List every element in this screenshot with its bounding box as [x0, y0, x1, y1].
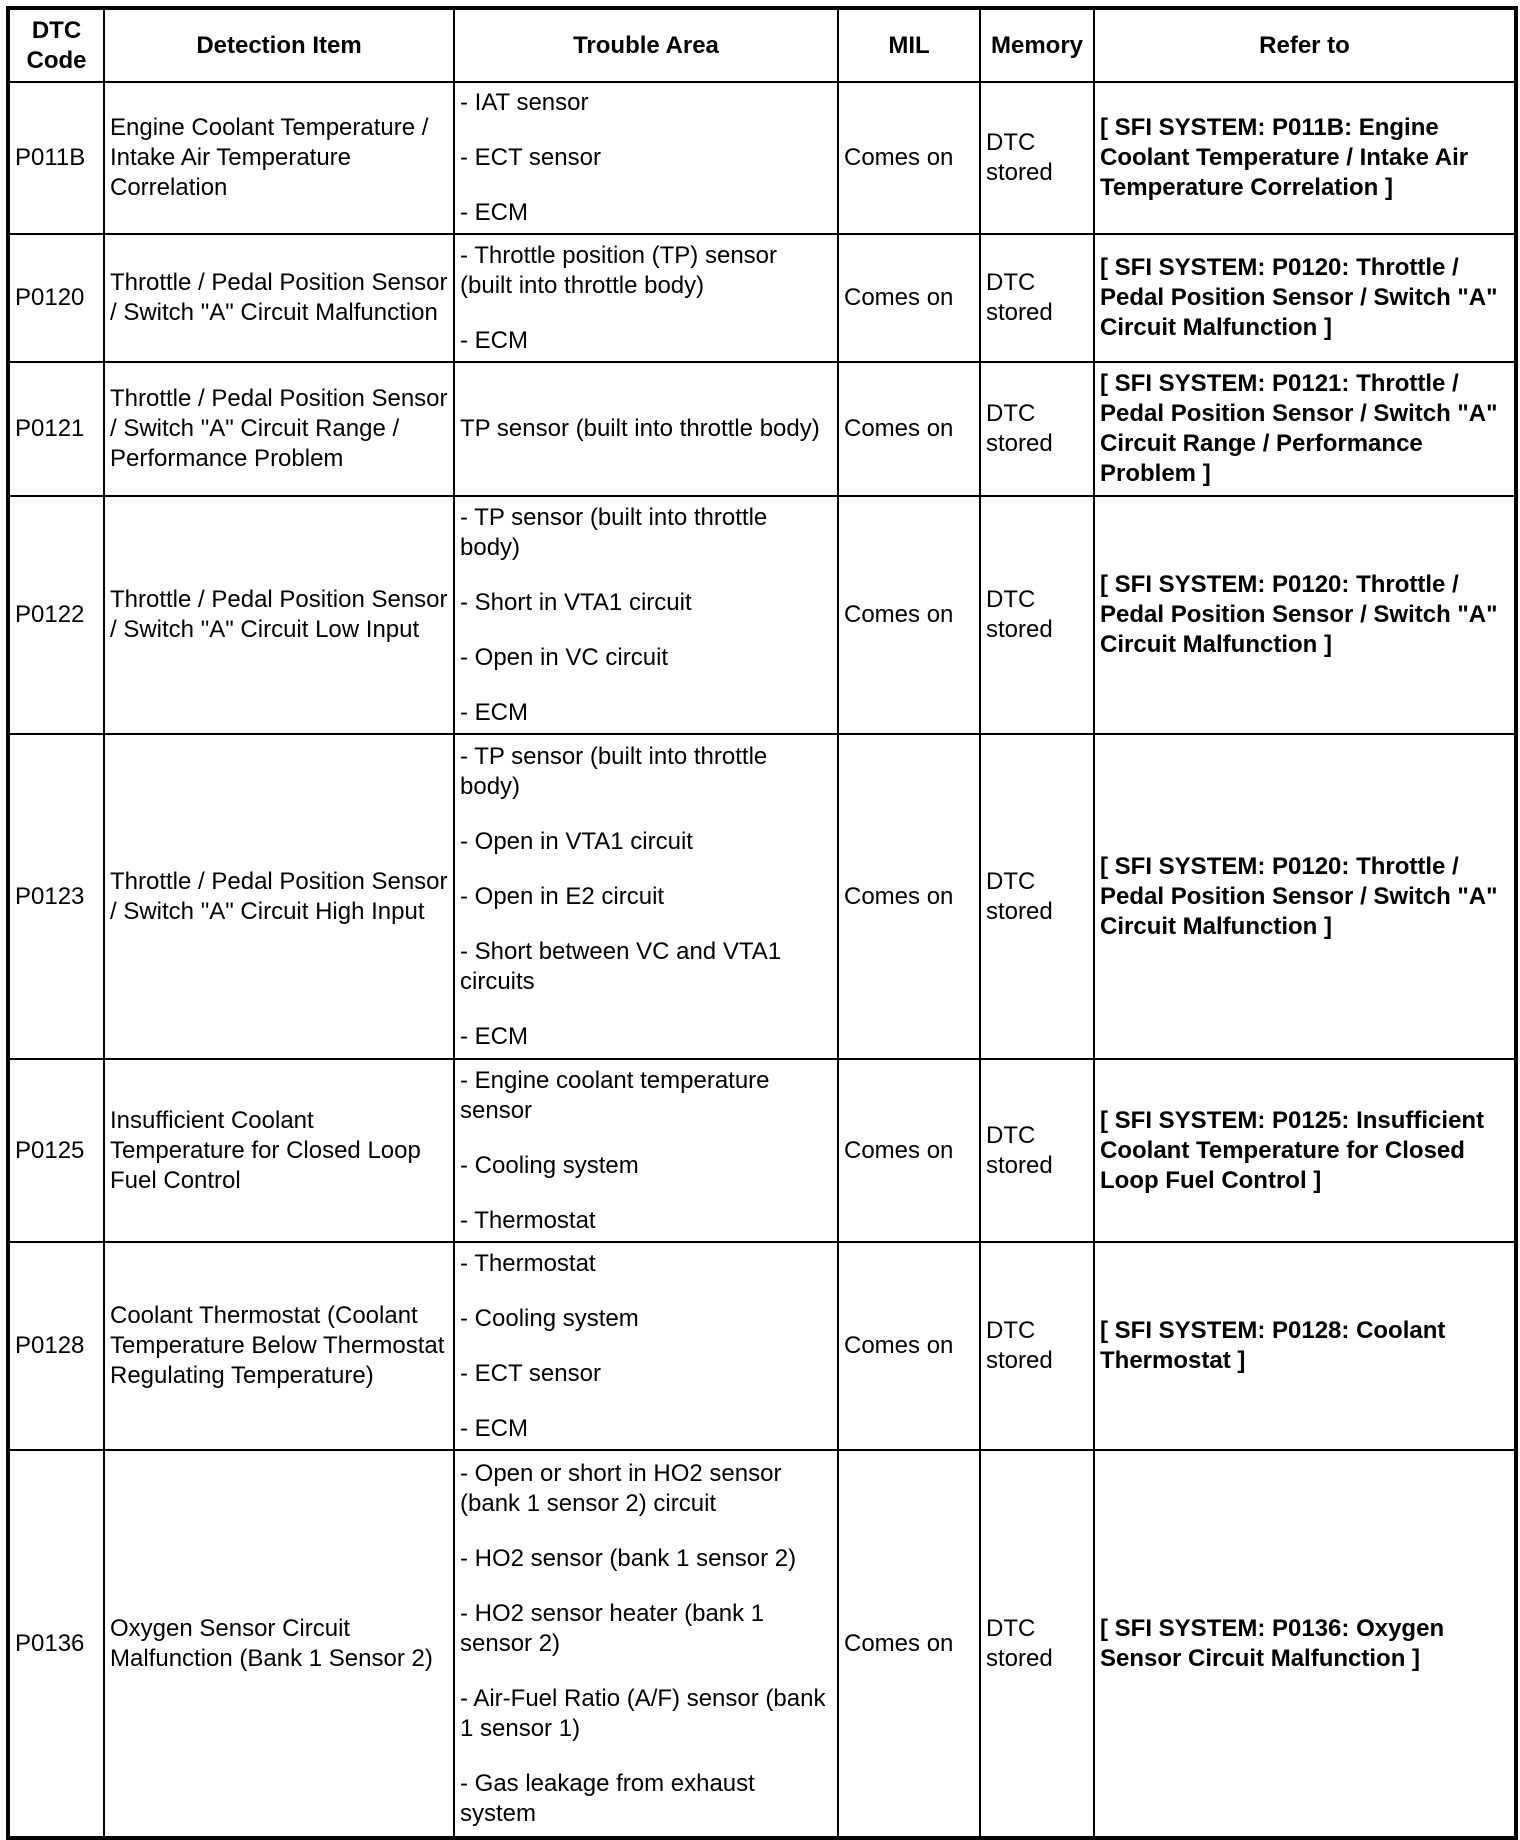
mil-cell: Comes on [838, 1242, 980, 1450]
header-mil: MIL [838, 8, 980, 82]
table-row [8, 1059, 1516, 1242]
detection-item-cell: Coolant Thermostat (Coolant Temperature Below Thermostat Regulating Temperature) [104, 1242, 454, 1450]
mil-cell: Comes on [838, 362, 980, 496]
memory-cell: DTC stored [980, 734, 1094, 1059]
refer-to-cell: [ SFI SYSTEM: P0136: Oxygen Sensor Circuit Malfunction ] [1094, 1450, 1516, 1838]
trouble-area-cell [454, 1242, 838, 1450]
trouble-area-item: - Thermostat [460, 1206, 596, 1234]
dtc-code-cell: P0120 [8, 234, 104, 362]
trouble-area-item: - Air-Fuel Ratio (A/F) sensor (bank 1 sensor 1) [460, 1684, 826, 1742]
trouble-area-item: - ECM [460, 1022, 528, 1050]
refer-to-cell: [ SFI SYSTEM: P0125: Insufficient Coolant Temperature for Closed Loop Fuel Control ] [1094, 1059, 1516, 1242]
memory-cell: DTC stored [980, 82, 1094, 234]
dtc-code-cell: P0121 [8, 362, 104, 496]
dtc-code-cell: P0125 [8, 1059, 104, 1242]
table-row [8, 1242, 1516, 1450]
header-detection-item: Detection Item [104, 8, 454, 82]
detection-item-cell: Throttle / Pedal Position Sensor / Switch "A" Circuit Range / Performance Problem [104, 362, 454, 496]
refer-to-cell: [ SFI SYSTEM: P0128: Coolant Thermostat ] [1094, 1242, 1516, 1450]
detection-item-cell: Throttle / Pedal Position Sensor / Switch "A" Circuit Malfunction [104, 234, 454, 362]
dtc-code-cell: P0128 [8, 1242, 104, 1450]
trouble-area-cell [454, 82, 838, 234]
table-body [8, 82, 1516, 1838]
trouble-area-item: - Open or short in HO2 sensor (bank 1 sensor 2) circuit [460, 1459, 782, 1517]
trouble-area-cell [454, 496, 838, 734]
trouble-area-item: - HO2 sensor heater (bank 1 sensor 2) [460, 1599, 765, 1657]
refer-to-cell: [ SFI SYSTEM: P0121: Throttle / Pedal Position Sensor / Switch "A" Circuit Range / Performance Problem ] [1094, 362, 1516, 496]
trouble-area-item: - IAT sensor [460, 89, 589, 116]
memory-cell: DTC stored [980, 1242, 1094, 1450]
trouble-area-cell [454, 362, 838, 496]
trouble-area-item: - ECT sensor [460, 1359, 601, 1387]
trouble-area-item: - Cooling system [460, 1151, 639, 1179]
mil-cell: Comes on [838, 82, 980, 234]
trouble-area-item: - ECM [460, 199, 528, 226]
trouble-area-item: - TP sensor (built into throttle body) [460, 503, 768, 561]
trouble-area-item: - Short in VTA1 circuit [460, 588, 692, 616]
dtc-code-cell: P0122 [8, 496, 104, 734]
trouble-area-cell [454, 234, 838, 362]
table-row [8, 1450, 1516, 1838]
trouble-area-cell [454, 1450, 838, 1838]
memory-cell: DTC stored [980, 496, 1094, 734]
table-row [8, 496, 1516, 734]
memory-cell: DTC stored [980, 1450, 1094, 1838]
mil-cell: Comes on [838, 496, 980, 734]
trouble-area-item: - Open in VC circuit [460, 643, 669, 671]
trouble-area-item: - Open in E2 circuit [460, 882, 665, 910]
trouble-area-item: - TP sensor (built into throttle body) [460, 742, 768, 800]
trouble-area-item: - Throttle position (TP) sensor (built into throttle body) [460, 241, 778, 299]
trouble-area-item: - ECM [460, 698, 528, 726]
trouble-area-item: - Short between VC and VTA1 circuits [460, 937, 782, 995]
trouble-area-item: - Cooling system [460, 1304, 639, 1332]
refer-to-cell: [ SFI SYSTEM: P0120: Throttle / Pedal Position Sensor / Switch "A" Circuit Malfunction ] [1094, 734, 1516, 1059]
trouble-area-item: TP sensor (built into throttle body) [460, 415, 820, 442]
header-refer-to: Refer to [1094, 8, 1516, 82]
trouble-area-item: - ECT sensor [460, 144, 601, 171]
table-row [8, 234, 1516, 362]
detection-item-cell: Throttle / Pedal Position Sensor / Switch "A" Circuit Low Input [104, 496, 454, 734]
dtc-code-cell: P0136 [8, 1450, 104, 1838]
memory-cell: DTC stored [980, 234, 1094, 362]
table-row [8, 82, 1516, 234]
memory-cell: DTC stored [980, 362, 1094, 496]
trouble-area-item: - Gas leakage from exhaust system [460, 1769, 755, 1827]
trouble-area-item: - Engine coolant temperature sensor [460, 1066, 770, 1124]
trouble-area-item: - Open in VTA1 circuit [460, 827, 693, 855]
trouble-area-item: - ECM [460, 326, 528, 354]
header-trouble-area: Trouble Area [454, 8, 838, 82]
trouble-area-cell [454, 734, 838, 1059]
detection-item-cell: Throttle / Pedal Position Sensor / Switch "A" Circuit High Input [104, 734, 454, 1059]
header-row [8, 8, 1516, 82]
trouble-area-item: - HO2 sensor (bank 1 sensor 2) [460, 1544, 797, 1572]
refer-to-cell: [ SFI SYSTEM: P0120: Throttle / Pedal Position Sensor / Switch "A" Circuit Malfunction ] [1094, 234, 1516, 362]
dtc-table [6, 6, 1518, 1840]
mil-cell: Comes on [838, 734, 980, 1059]
mil-cell: Comes on [838, 1059, 980, 1242]
dtc-code-cell: P011B [8, 82, 104, 234]
refer-to-cell: [ SFI SYSTEM: P011B: Engine Coolant Temperature / Intake Air Temperature Correlation ] [1094, 82, 1516, 234]
trouble-area-cell [454, 1059, 838, 1242]
header-dtc-code: DTC Code [8, 8, 104, 82]
mil-cell: Comes on [838, 1450, 980, 1838]
table-row [8, 362, 1516, 496]
dtc-code-cell: P0123 [8, 734, 104, 1059]
memory-cell: DTC stored [980, 1059, 1094, 1242]
detection-item-cell: Oxygen Sensor Circuit Malfunction (Bank 1 Sensor 2) [104, 1450, 454, 1838]
trouble-area-item: - Thermostat [460, 1249, 596, 1277]
trouble-area-item: - ECM [460, 1414, 528, 1442]
detection-item-cell: Insufficient Coolant Temperature for Closed Loop Fuel Control [104, 1059, 454, 1242]
refer-to-cell: [ SFI SYSTEM: P0120: Throttle / Pedal Position Sensor / Switch "A" Circuit Malfunction ] [1094, 496, 1516, 734]
detection-item-cell: Engine Coolant Temperature / Intake Air Temperature Correlation [104, 82, 454, 234]
table-row [8, 734, 1516, 1059]
header-memory: Memory [980, 8, 1094, 82]
mil-cell: Comes on [838, 234, 980, 362]
